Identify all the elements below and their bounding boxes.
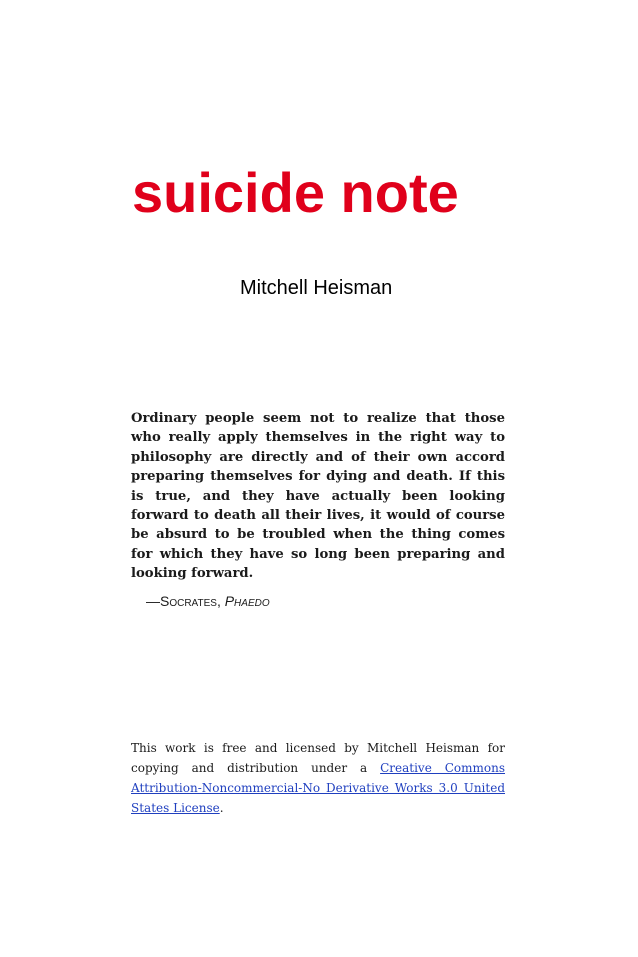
author-name: Mitchell Heisman bbox=[240, 277, 393, 299]
license-link[interactable]: Creative Commons Attribution-Noncommercial-No Derivative Works 3.0 United States License bbox=[131, 761, 505, 815]
license-notice bbox=[131, 738, 505, 818]
epigraph-attribution bbox=[146, 592, 270, 610]
document-title: suicide note bbox=[132, 161, 459, 224]
license-period: . bbox=[219, 801, 224, 815]
attribution-separator: , bbox=[216, 593, 225, 609]
attribution-dash: — bbox=[146, 593, 160, 609]
license-text: This work is free and licensed by Mitchell Heisman for copying and distribution under a bbox=[131, 741, 505, 775]
epigraph-quote: Ordinary people seem not to realize that those who really apply themselves in the right way to philosophy are directly and of their own accord preparing themselves for dying and death. If this is true, and they have actually been looking forward to death all their lives, it would of course be absurd to be troubled when the thing comes for which they have so long been preparing and looking forward. bbox=[131, 411, 505, 582]
attribution-work: Phaedo bbox=[224, 593, 270, 609]
attribution-author: Socrates bbox=[160, 593, 217, 609]
